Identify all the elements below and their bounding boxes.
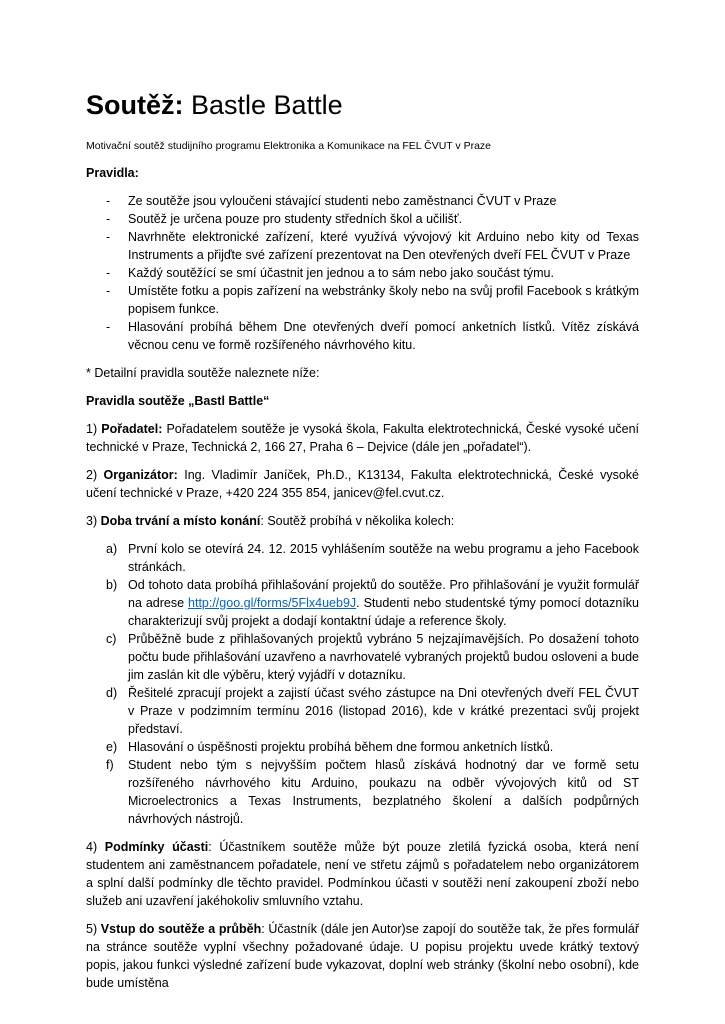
rule-item [86, 192, 639, 210]
round-marker: b) [106, 578, 118, 592]
round-item [86, 540, 639, 576]
rounds-list [86, 540, 639, 828]
round-item [86, 684, 639, 738]
round-text: Student nebo tým s nejvyšším počtem hlasů získává hodnotný dar ve formě setu rozšířeného návrhového kitu Arduino, poukazu na odběr vývojových kitů od ST Microelectronics a Texas Instruments, bezplatného školení a dalších podpůrných návrhových nástrojů. [128, 758, 639, 826]
rule-item [86, 282, 639, 318]
section-organizer-host [86, 420, 639, 456]
round-marker: f) [106, 758, 114, 772]
rule-item [86, 264, 639, 282]
section-entry [86, 920, 639, 992]
rule-dash: - [106, 266, 111, 280]
section-number: 5) [86, 922, 98, 936]
section-text: : Soutěž probíhá v několika kolech: [260, 514, 455, 528]
rule-item [86, 318, 639, 354]
section-text: : Účastníkem soutěže může být pouze zletilá fyzická osoba, která není studentem ani zaměstnancem pořadatele, není ve střetu zájmů s pořadatelem nebo organizátorem a splní další podmínky dle těchto pravidel. Podmínkou účasti v soutěži není zakoupení zboží nebo služeb ani uzavření jakéhokoliv smluvního vztahu. [86, 840, 639, 908]
round-item [86, 630, 639, 684]
document-title [86, 88, 639, 122]
section-label: Doba trvání a místo konání [100, 514, 261, 528]
section-label: Organizátor: [103, 468, 178, 482]
title-rest: Bastle Battle [183, 90, 343, 120]
rule-dash: - [106, 212, 111, 226]
round-item [86, 738, 639, 756]
rule-text: Umístěte fotku a popis zařízení na webstránky školy nebo na svůj profil Facebook s krátkým popisem funkce. [128, 284, 639, 316]
round-text: Průběžně bude z přihlašovaných projektů vybráno 5 nejzajímavějších. Po dosažení tohoto počtu bude přihlašování uzavřeno a navrhovatelé vybraných projektů budou osloveni a bude jim zaslán kit dle výběru, který vyjádří v dotazníku. [128, 632, 639, 682]
rule-text: Hlasování probíhá během Dne otevřených dveří pomocí anketních lístků. Vítěz získává věcnou cenu ve formě rozšířeného návrhového kitu. [128, 320, 639, 352]
section-organizer [86, 466, 639, 502]
detail-heading: Pravidla soutěže „Bastl Battle“ [86, 394, 270, 408]
section-text: Pořadatelem soutěže je vysoká škola, Fakulta elektrotechnická, České vysoké učení technické v Praze, Technická 2, 166 27, Praha 6 – Dejvice (dále jen „pořadatel“). [86, 422, 639, 454]
section-number: 3) [86, 514, 98, 528]
form-link[interactable]: http://goo.gl/forms/5Flx4ueb9J [188, 596, 357, 610]
round-text: První kolo se otevírá 24. 12. 2015 vyhlášením soutěže na webu programu a jeho Facebook stránkách. [128, 542, 639, 574]
rules-list [86, 192, 639, 354]
section-number: 4) [86, 840, 98, 854]
rule-text: Každý soutěžící se smí účastnit jen jednou a to sám nebo jako součást týmu. [128, 266, 554, 280]
section-label: Vstup do soutěže a průběh [100, 922, 262, 936]
rules-heading: Pravidla: [86, 166, 139, 180]
rule-dash: - [106, 194, 111, 208]
section-text: Ing. Vladimír Janíček, Ph.D., K13134, Fakulta elektrotechnická, České vysoké učení technické v Praze, +420 224 355 854, janicev@fel.cvut.cz. [86, 468, 639, 500]
rule-dash: - [106, 230, 111, 244]
round-item [86, 756, 639, 828]
round-text: Hlasování o úspěšnosti projektu probíhá během dne formou anketních lístků. [128, 740, 554, 754]
round-marker: e) [106, 740, 118, 754]
round-marker: d) [106, 686, 118, 700]
round-text: Řešitelé zpracují projekt a zajistí účast svého zástupce na Dni otevřených dveří FEL ČVUT v Praze v podzimním termínu 2016 (listopad 2016), kde v krátké prezentaci svůj projekt představí. [128, 686, 639, 736]
rule-text: Navrhněte elektronické zařízení, které využívá vývojový kit Arduino nebo kity od Texas Instruments a přijďte své zařízení prezentovat na Den otevřených dveří FEL ČVUT v Praze [128, 230, 639, 262]
round-marker: a) [106, 542, 118, 556]
section-conditions [86, 838, 639, 910]
rule-dash: - [106, 320, 111, 334]
document-page [86, 88, 639, 1002]
section-label: Podmínky účasti [104, 840, 209, 854]
rule-item [86, 210, 639, 228]
section-text: : Účastník (dále jen Autor)se zapojí do soutěže tak, že přes formulář na stránce soutěže vyplní všechny požadované údaje. U popisu projektu uvede krátký textový popis, jakou funkci výsledné zařízení bude vykazovat, doplní web stránky (školní nebo osobní), kde bude umístěna [86, 922, 639, 990]
title-bold: Soutěž: [86, 90, 184, 120]
rule-text: Ze soutěže jsou vyloučeni stávající studenti nebo zaměstnanci ČVUT v Praze [128, 194, 557, 208]
document-subtitle: Motivační soutěž studijního programu Elektronika a Komunikace na FEL ČVUT v Praze [86, 140, 492, 152]
detail-note: * Detailní pravidla soutěže naleznete níže: [86, 366, 320, 380]
round-text: . Studenti nebo studentské týmy pomocí dotazníku charakterizují svůj projekt a dodají kontaktní údaje a reference školy. [128, 596, 639, 628]
round-item [86, 576, 639, 630]
section-duration [86, 512, 639, 530]
round-marker: c) [106, 632, 117, 646]
round-text: Od tohoto data probíhá přihlašování projektů do soutěže. Pro přihlašování je využit formulář na adrese [128, 578, 639, 610]
rule-text: Soutěž je určena pouze pro studenty středních škol a učilišť. [128, 212, 463, 226]
section-label: Pořadatel: [101, 422, 163, 436]
rule-item [86, 228, 639, 264]
section-number: 2) [86, 468, 98, 482]
section-number: 1) [86, 422, 98, 436]
rule-dash: - [106, 284, 111, 298]
